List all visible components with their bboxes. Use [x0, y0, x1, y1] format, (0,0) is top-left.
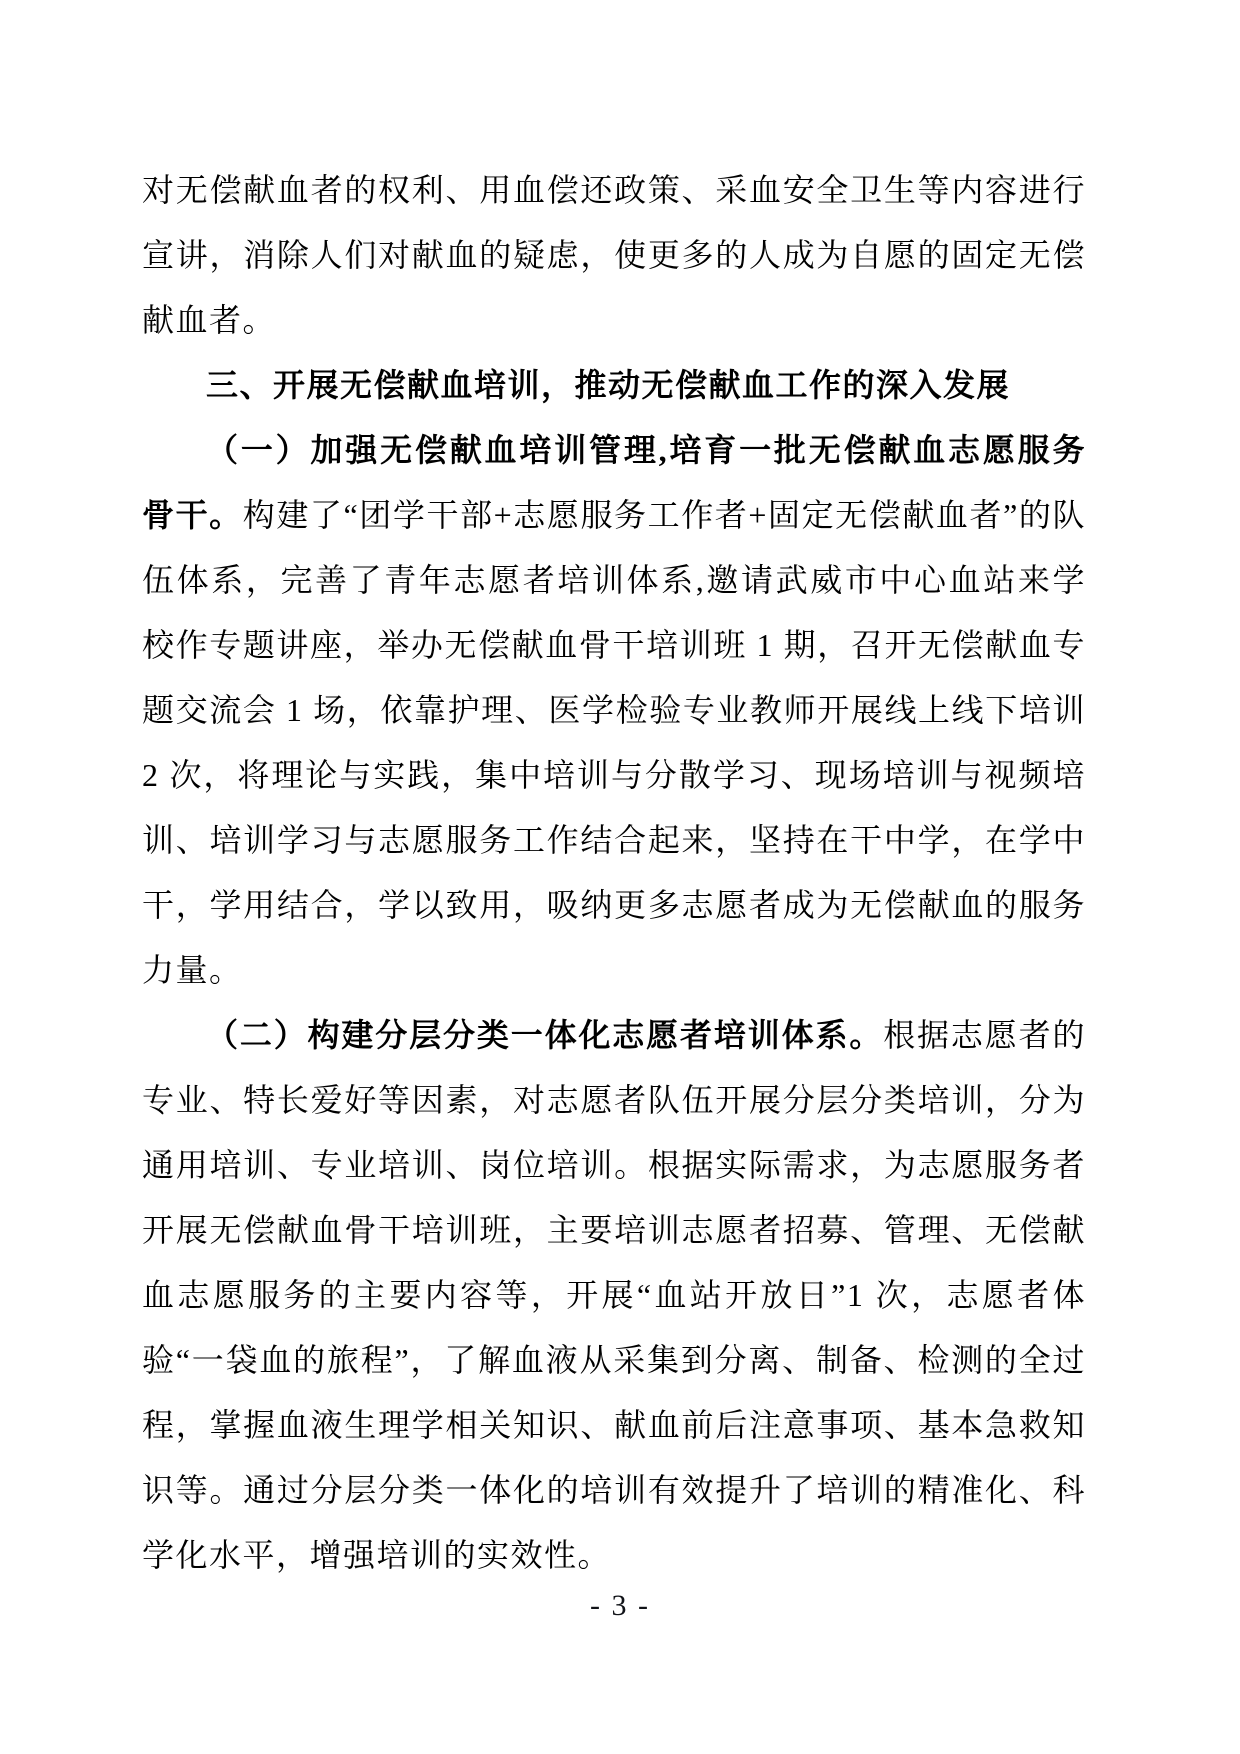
paragraph-subsection-2 — [142, 1003, 1086, 1588]
page-number: - 3 - — [590, 1589, 650, 1622]
paragraph-subsection-1 — [142, 418, 1086, 1003]
subsection-2-lead: （二）构建分层分类一体化志愿者培训体系。 — [206, 1017, 884, 1053]
section-heading: 三、开展无偿献血培训，推动无偿献血工作的深入发展 — [206, 367, 1011, 403]
subsection-1-text: 构建了“团学干部+志愿服务工作者+固定无偿献血者”的队伍体系，完善了青年志愿者培训体系,邀请武威市中心血站来学校作专题讲座，举办无偿献血骨干培训班 1 期，召开无偿献血专题交流会 1 场，依靠护理、医学检验专业教师开展线上线下培训 2 次，将理论与实践，集中培训与分散学习、现场培训与视频培训、培训学习与志愿服务工作结合起来，坚持在干中学，在学中干，学用结合，学以致用，吸纳更多志愿者成为无偿献血的服务力量。 — [142, 497, 1086, 988]
subsection-1-lead: （一）加强无偿献血培训管理,培育一批无偿献血志愿服务骨干。 — [142, 432, 1086, 533]
paragraph-continuation: 对无偿献血者的权利、用血偿还政策、采血安全卫生等内容进行宣讲，消除人们对献血的疑虑，使更多的人成为自愿的固定无偿献血者。 — [142, 172, 1086, 338]
document-body — [142, 158, 1086, 1588]
subsection-2-text: 根据志愿者的专业、特长爱好等因素，对志愿者队伍开展分层分类培训，分为通用培训、专业培训、岗位培训。根据实际需求，为志愿服务者开展无偿献血骨干培训班，主要培训志愿者招募、管理、无偿献血志愿服务的主要内容等，开展“血站开放日”1 次，志愿者体验“一袋血的旅程”，了解血液从采集到分离、制备、检测的全过程，掌握血液生理学相关知识、献血前后注意事项、基本急救知识等。通过分层分类一体化的培训有效提升了培训的精准化、科学化水平，增强培训的实效性。 — [142, 1017, 1086, 1573]
